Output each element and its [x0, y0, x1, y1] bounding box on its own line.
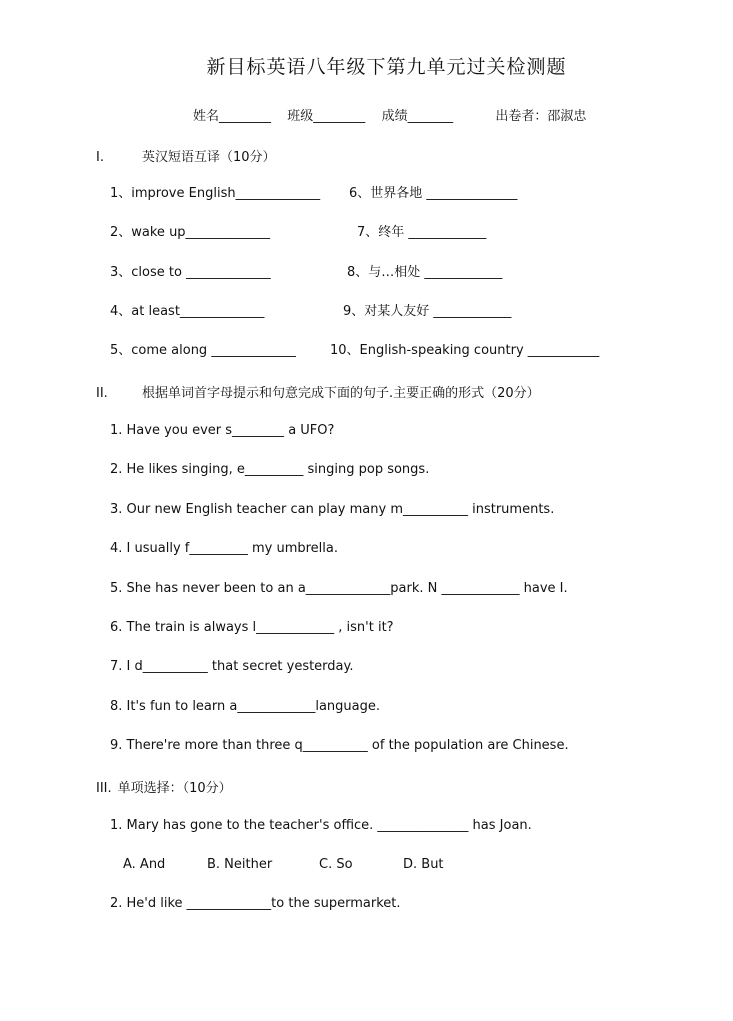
name-field: 姓名________	[193, 109, 272, 124]
section-number: I.	[96, 150, 104, 165]
choice-option: D. But	[403, 857, 444, 872]
phrase-item: 3、close to _____________	[110, 265, 271, 280]
section-2-heading	[96, 382, 540, 401]
fill-item: 2. He likes singing, e_________ singing pop songs.	[110, 462, 430, 477]
section-3-heading	[96, 777, 232, 796]
section-number: III.	[96, 781, 112, 796]
section-title: 单项选择：（10分）	[117, 781, 232, 796]
student-info-row	[193, 105, 586, 124]
phrase-item: 5、come along _____________	[110, 343, 296, 358]
class-field: 班级________	[287, 109, 366, 124]
phrase-item: 1、improve English_____________	[110, 186, 321, 201]
phrase-item: 4、at least_____________	[110, 304, 265, 319]
page-title: 新目标英语八年级下第九单元过关检测题	[206, 56, 567, 78]
section-title: 根据单词首字母提示和句意完成下面的句子.主要正确的形式（20分）	[142, 386, 540, 401]
choice-question: 1. Mary has gone to the teacher's office. ______________ has Joan.	[110, 818, 532, 833]
phrase-item: 8、与…相处 ____________	[347, 265, 503, 280]
fill-item: 8. It's fun to learn a____________language.	[110, 699, 381, 714]
fill-item: 7. I d__________ that secret yesterday.	[110, 659, 354, 674]
choice-option: B. Neither	[207, 857, 273, 872]
score-field: 成绩_______	[381, 109, 454, 124]
fill-item: 3. Our new English teacher can play many m__________ instruments.	[110, 502, 555, 517]
phrase-item: 9、对某人友好 ____________	[343, 304, 512, 319]
section-number: II.	[96, 386, 108, 401]
author-label: 出卷者：邵淑忠	[495, 109, 587, 124]
phrase-item: 10、English-speaking country ___________	[330, 343, 600, 358]
fill-item: 6. The train is always l____________ , isn't it?	[110, 620, 394, 635]
phrase-item: 2、wake up_____________	[110, 225, 271, 240]
phrase-item: 7、终年 ____________	[357, 225, 487, 240]
section-1-heading	[96, 146, 276, 165]
fill-item: 1. Have you ever s________ a UFO?	[110, 423, 335, 438]
fill-item: 9. There're more than three q__________ of the population are Chinese.	[110, 738, 569, 753]
choice-question: 2. He'd like _____________to the supermarket.	[110, 896, 401, 911]
choice-option: C. So	[319, 857, 353, 872]
choice-option: A. And	[123, 857, 166, 872]
section-title: 英汉短语互译（10分）	[142, 150, 276, 165]
fill-item: 4. I usually f_________ my umbrella.	[110, 541, 339, 556]
phrase-item: 6、世界各地 ______________	[349, 186, 518, 201]
fill-item: 5. She has never been to an a_____________park. N ____________ have I.	[110, 581, 568, 596]
